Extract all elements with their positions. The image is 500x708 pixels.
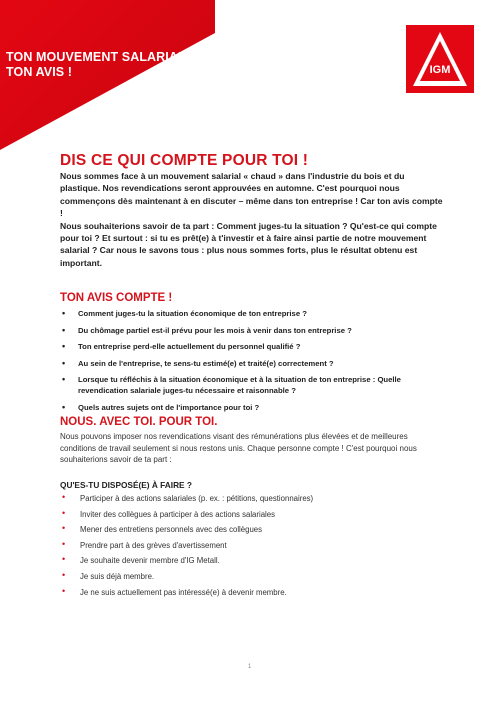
ig-metall-logo: [406, 25, 474, 93]
page-title: DIS CE QUI COMPTE POUR TOI !: [60, 152, 309, 169]
option-item: • Participer à des actions salariales (p. ex. : pétitions, questionnaires): [60, 493, 440, 504]
option-item: • Je souhaite devenir membre d'IG Metall.: [60, 555, 440, 566]
intro-paragraph-1: Nous sommes face à un mouvement salarial « chaud » dans l'industrie du bois et du plastique. Nos revendications seront approuvées en automne. C'est pourquoi nous commençons dès maintenant à en discuter – même dans ton entreprise ! Car ton avis compte !: [60, 171, 443, 219]
section-paragraph: Nous pouvons imposer nos revendications visant des rémunérations plus élevées et de meilleures conditions de travail seulement si nous restons unis. Chaque personne compte ! C'est pourquoi nous souhaiterions savoir de ta part :: [60, 432, 417, 465]
question-list: [60, 308, 440, 419]
logo-letters: IGM: [429, 64, 451, 76]
question-item: • Lorsque tu réfléchis à la situation économique et à la situation de ton entreprise : Quelle revendication salariale juges-tu nécessaire et raisonnable ?: [60, 374, 440, 396]
question-item: • Du chômage partiel est-il prévu pour les mois à venir dans ton entreprise ?: [60, 325, 440, 336]
question-item: • Ton entreprise perd-elle actuellement du personnel qualifié ?: [60, 341, 440, 352]
page-number: 1: [248, 664, 252, 670]
question-item: • Quels autres sujets ont de l'importance pour toi ?: [60, 402, 440, 413]
subheading-dispose: QU'ES-TU DISPOSÉ(E) À FAIRE ?: [60, 480, 192, 490]
ribbon-line-2: TON AVIS !: [6, 65, 73, 79]
question-item: • Au sein de l'entreprise, te sens-tu estimé(e) et traité(e) correctement ?: [60, 358, 440, 369]
ribbon-line-1: TON MOUVEMENT SALARIAL.: [6, 50, 190, 64]
question-item: • Comment juges-tu la situation économique de ton entreprise ?: [60, 308, 440, 319]
section-heading-avis: TON AVIS COMPTE !: [60, 292, 173, 304]
section-heading-nous: NOUS. AVEC TOI. POUR TOI.: [60, 416, 218, 428]
option-item: • Prendre part à des grèves d'avertissement: [60, 540, 440, 551]
intro-paragraph-2: Nous souhaiterions savoir de ta part : Comment juges-tu la situation ? Qu'est-ce qui compte pour toi ? Et surtout : si tu es prêt(e) à t'investir et à faire ainsi partie de notre mouvement salarial ? Car nous le savons tous : plus nous sommes forts, plus le résultat obtenu est important.: [60, 220, 437, 268]
intro-text: [60, 170, 444, 269]
option-item: • Je ne suis actuellement pas intéressé(e) à devenir membre.: [60, 587, 440, 598]
ribbon-title: [6, 50, 206, 80]
option-item: • Inviter des collègues à participer à des actions salariales: [60, 509, 440, 520]
options-list: [60, 493, 440, 602]
option-item: • Je suis déjà membre.: [60, 571, 440, 582]
option-item: • Mener des entretiens personnels avec des collègues: [60, 524, 440, 535]
